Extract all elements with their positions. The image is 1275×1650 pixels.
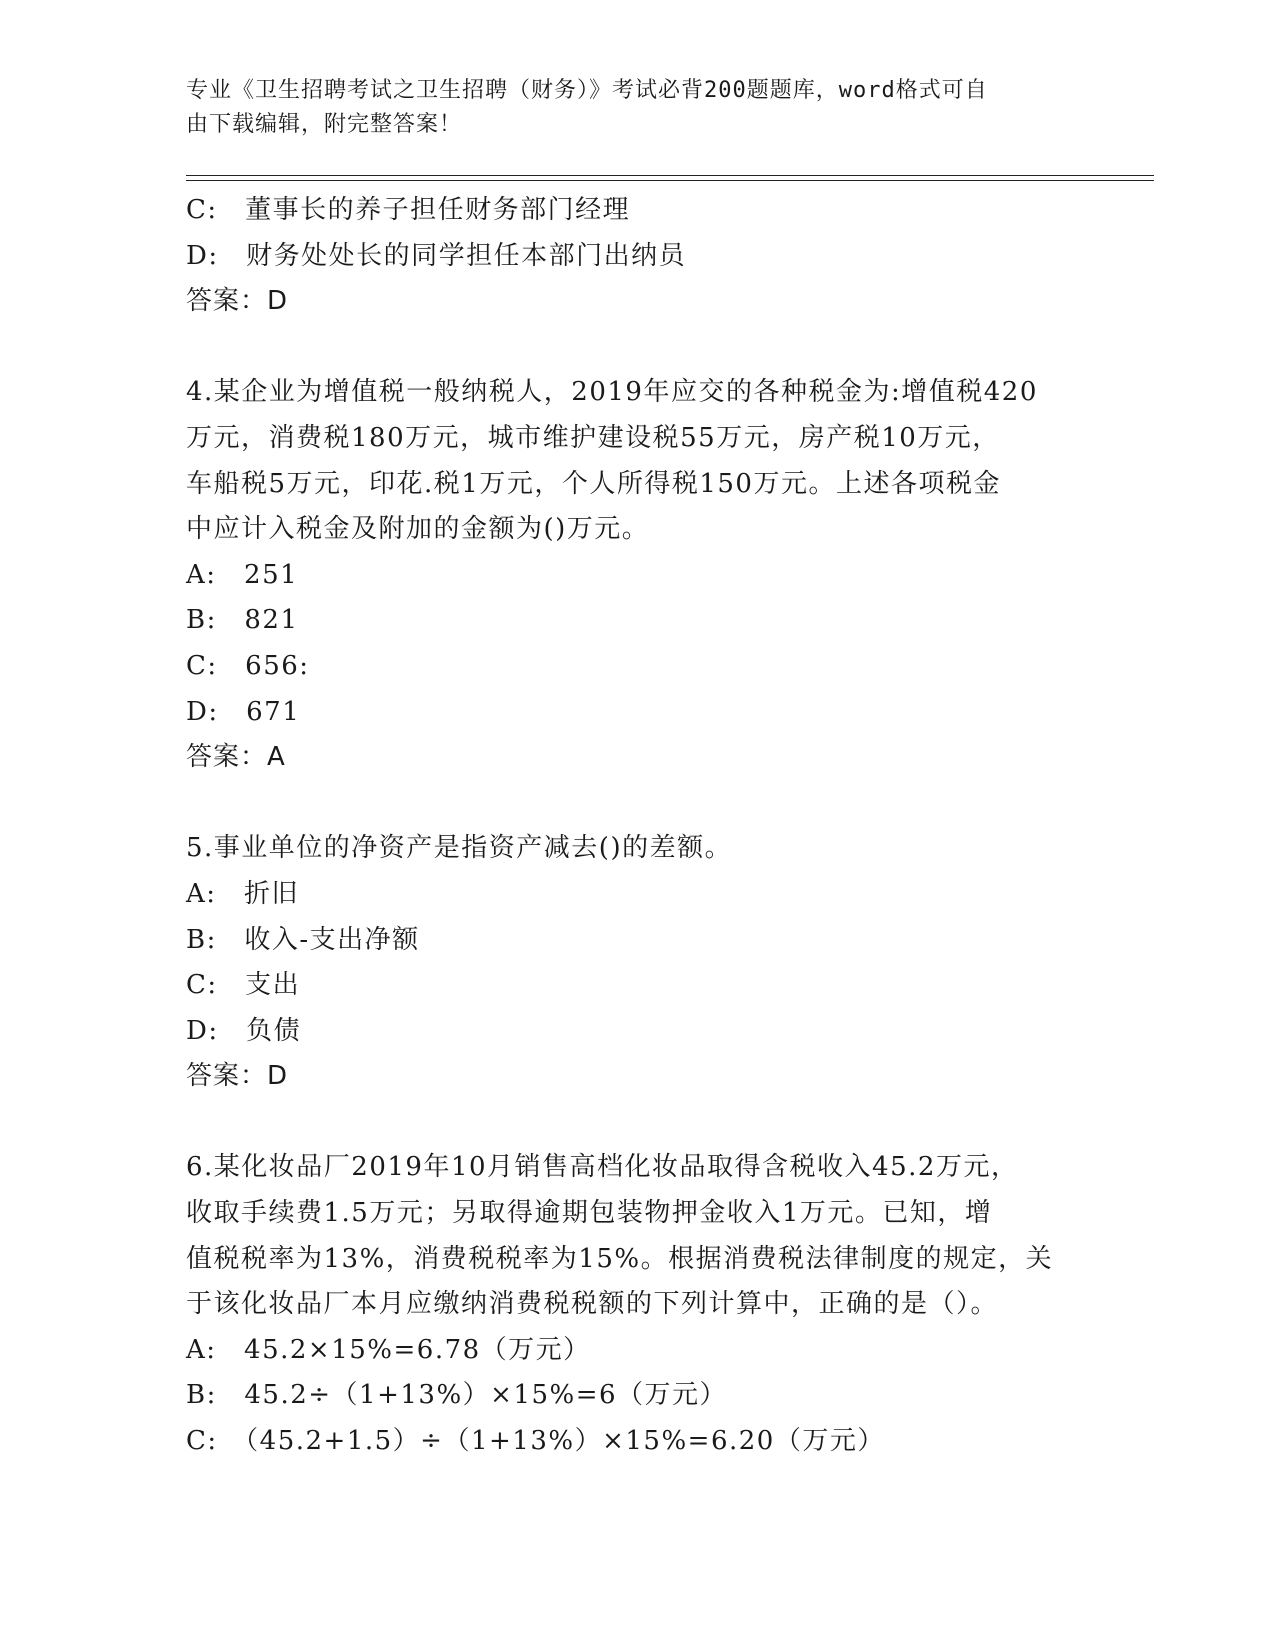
- question-stem: [186, 826, 1066, 872]
- option-c: C: （45.2+1.5）÷（1+13%）×15%=6.20（万元）: [186, 1426, 885, 1457]
- stem-line: 万元，消费税180万元，城市维护建设税55万元，房产税10万元，: [186, 422, 1000, 453]
- question-6: [186, 1145, 1086, 1464]
- document-body: [186, 188, 1086, 1465]
- document-header: [186, 74, 1066, 142]
- header-line-1: 专业《卫生招聘考试之卫生招聘（财务）》考试必背200题题库，word格式可自: [186, 78, 988, 103]
- stem-line: 车船税5万元，印花.税1万元，个人所得税150万元。上述各项税金: [186, 468, 1001, 499]
- option-c: C: 支出: [186, 970, 301, 1001]
- stem-line: 收取手续费1.5万元；另取得逾期包装物押金收入1万元。已知，增: [186, 1198, 993, 1229]
- option-a: A: 折旧: [186, 878, 300, 909]
- option-c: C: 656:: [186, 650, 310, 681]
- spacer: [186, 325, 1086, 371]
- stem-line: 中应计入税金及附加的金额为()万元。: [186, 514, 650, 545]
- stem-line: 4.某企业为增值税一般纳税人，2019年应交的各种税金为:增值税420: [186, 377, 1038, 408]
- stem-line: 5.事业单位的净资产是指资产减去()的差额。: [186, 833, 733, 864]
- answer: 答案：D: [186, 1061, 289, 1092]
- question-stem: [186, 370, 1066, 552]
- question-5: [186, 826, 1086, 1100]
- option-c: C: 董事长的养子担任财务部门经理: [186, 195, 631, 225]
- stem-line: 6.某化妆品厂2019年10月销售高档化妆品取得含税收入45.2万元，: [186, 1152, 1019, 1183]
- question-4: [186, 370, 1086, 780]
- option-d: D: 负债: [186, 1015, 302, 1046]
- option-d: D: 671: [186, 696, 301, 727]
- option-b: B: 收入-支出净额: [186, 924, 420, 955]
- spacer: [186, 781, 1086, 827]
- option-a: A: 45.2×15%=6.78（万元）: [186, 1334, 591, 1365]
- question-3: [186, 188, 1086, 325]
- spacer: [186, 1100, 1086, 1146]
- option-b: B: 45.2÷（1+13%）×15%=6（万元）: [186, 1380, 728, 1411]
- answer: 答案：D: [186, 286, 289, 317]
- option-a: A: 251: [186, 559, 299, 590]
- option-d: D: 财务处处长的同学担任本部门出纳员: [186, 240, 687, 271]
- answer: 答案：A: [186, 742, 286, 773]
- option-b: B: 821: [186, 605, 299, 636]
- question-stem: [186, 1145, 1066, 1327]
- stem-line: 值税税率为13%，消费税税率为15%。根据消费税法律制度的规定，关: [186, 1243, 1054, 1274]
- header-line-2: 由下载编辑，附完整答案！: [186, 112, 463, 137]
- header-divider: [186, 175, 1154, 181]
- stem-line: 于该化妆品厂本月应缴纳消费税税额的下列计算中，正确的是（）。: [186, 1289, 999, 1320]
